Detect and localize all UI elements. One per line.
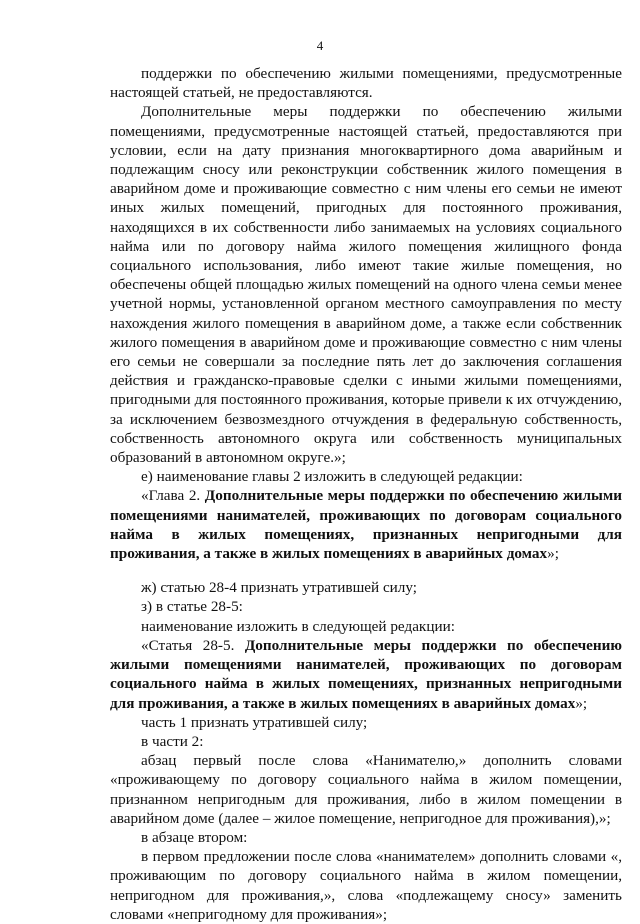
paragraph-chapter-title	[110, 486, 622, 563]
paragraph-article-title	[110, 636, 622, 713]
paragraph: часть 1 признать утратившей силу;	[141, 713, 368, 731]
paragraph: абзац первый после слова «Нанимателю,» дополнить словами «проживающему по договору социального найма в жилом помещении, признанном непригодным для проживания, либо в жилом помещении в аварийном доме (далее – жилое помещение, непригодное для проживания),»;	[110, 752, 622, 827]
paragraph: в части 2:	[141, 732, 204, 750]
article-title-bold: Дополнительные меры поддержки по обеспечению жилыми помещениями нанимателей, проживающих по договорам социального найма в жилых помещениях, признанных непригодными для проживания, а также в жилых помещениях в аварийных домах	[110, 636, 622, 712]
paragraph: з) в статье 28-5:	[141, 598, 243, 616]
paragraph: Дополнительные меры поддержки по обеспечению жилыми помещениями, предусмотренные настоящей статьей, предоставляются при условии, если на дату признания многоквартирного дома аварийным и подлежащим сносу или реконструкции собственник жилого помещения в аварийном доме и проживающие совместно с ним члены его семьи не имеют иных жилых помещений, пригодных для постоянного проживания, находящихся в их собственности либо занимаемых на условиях социального найма или по договору найма жилого помещения жилищного фонда социального использования, либо имеют такие жилые помещения, но обеспечены общей площадью жилых помещений на одного члена семьи менее учетной нормы, установленной органом местного самоуправления по месту нахождения жилого помещения в аварийном доме, а также если собственник жилого помещения в аварийном доме и проживающие совместно с ним члены его семьи не совершали за последние пять лет до заключения соглашения действия и гражданско-правовые сделки с иными жилыми помещениями, пригодными для постоянного проживания, которые привели к их отчуждению, за исключением безвозмездного отчуждения в федеральную собственность, собственность автономного округа или собственность муниципальных образований в автономном округе.»;	[110, 103, 622, 467]
page-number: 4	[316, 38, 324, 53]
paragraph: ж) статью 28-4 признать утратившей силу;	[141, 579, 417, 597]
chapter-prefix: «Глава 2.	[141, 487, 205, 505]
article-suffix: »;	[575, 694, 588, 712]
document-body	[110, 64, 622, 924]
article-prefix: «Статья 28-5.	[141, 636, 245, 654]
paragraph: поддержки по обеспечению жилыми помещениями, предусмотренные настоящей статьей, не предоставляются.	[110, 65, 622, 102]
paragraph: в абзаце втором:	[141, 828, 248, 846]
chapter-title-bold: Дополнительные меры поддержки по обеспечению жилыми помещениями нанимателей, проживающих по договорам социального найма в жилых помещениях, признанных непригодными для проживания, а также в жилых помещениях в аварийных домах	[110, 487, 623, 563]
paragraph: наименование изложить в следующей редакции:	[141, 617, 455, 635]
chapter-suffix: »;	[547, 545, 559, 563]
paragraph: в первом предложении после слова «нанимателем» дополнить словами «, проживающим по договору социального найма в жилом помещении, непригодном для проживания,», слова «подлежащему сносу» заменить словами «непригодному для проживания»;	[110, 848, 622, 923]
paragraph: е) наименование главы 2 изложить в следующей редакции:	[141, 468, 523, 486]
